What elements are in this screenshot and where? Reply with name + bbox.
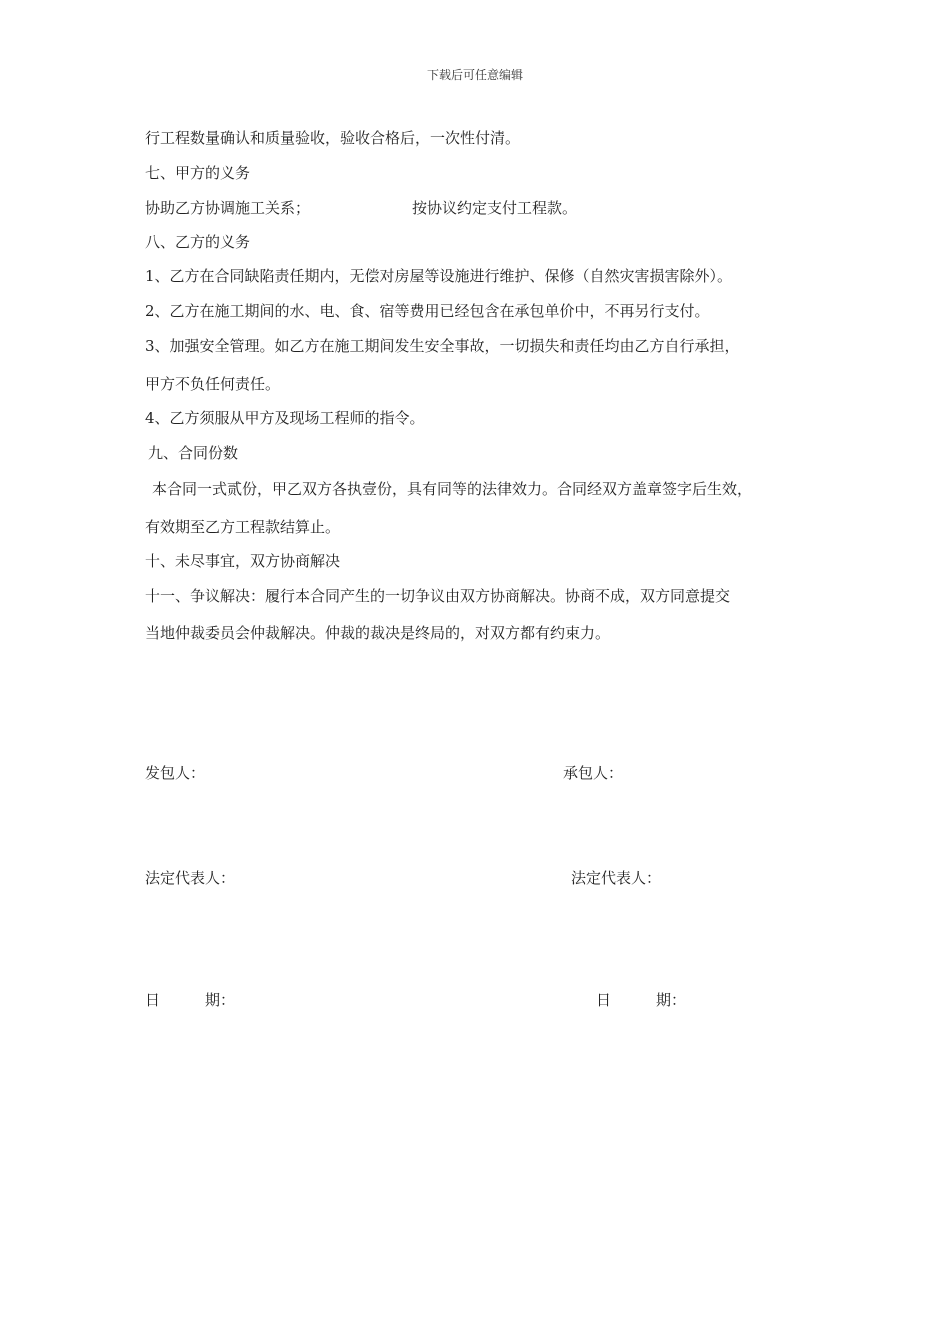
section-8-item-4: 4、乙方须服从甲方及现场工程师的指令。 xyxy=(145,409,425,427)
page-header: 下载后可任意编辑 xyxy=(426,68,523,82)
date-b-label-char-1: 日 xyxy=(596,991,612,1009)
date-a-label-char-1: 日 xyxy=(145,991,161,1009)
representative-b-label: 法定代表人： xyxy=(571,869,662,887)
section-7-item-payment: 按协议约定支付工程款。 xyxy=(412,199,578,217)
section-9-text-line-1: 本合同一式贰份，甲乙双方各执壹份，具有同等的法律效力。合同经双方盖章签字后生效， xyxy=(152,480,753,498)
section-8-title: 八、乙方的义务 xyxy=(145,233,251,251)
party-b-label: 承包人： xyxy=(563,764,624,782)
section-9-title: 九、合同份数 xyxy=(148,444,239,462)
section-8-item-1: 1、乙方在合同缺陷责任期内，无偿对房屋等设施进行维护、保修（自然灾害损害除外）。 xyxy=(145,267,733,285)
section-8-item-3-line-2: 甲方不负任何责任。 xyxy=(145,375,281,393)
date-a-label-char-2: 期： xyxy=(205,991,236,1009)
section-7-title: 七、甲方的义务 xyxy=(145,164,251,182)
section-9-text-line-2: 有效期至乙方工程款结算止。 xyxy=(145,518,341,536)
party-a-label: 发包人： xyxy=(145,764,206,782)
date-b-label-char-2: 期： xyxy=(656,991,687,1009)
section-11-line-2: 当地仲裁委员会仲裁解决。仲裁的裁决是终局的，对双方都有约束力。 xyxy=(145,624,611,642)
section-11-line-1: 十一、争议解决：履行本合同产生的一切争议由双方协商解决。协商不成，双方同意提交 xyxy=(145,587,731,605)
section-7-item-coordinate: 协助乙方协调施工关系； xyxy=(145,199,311,217)
section-8-item-2: 2、乙方在施工期间的水、电、食、宿等费用已经包含在承包单价中，不再另行支付。 xyxy=(145,302,710,320)
representative-a-label: 法定代表人： xyxy=(145,869,236,887)
section-10-title: 十、未尽事宜，双方协商解决 xyxy=(145,552,341,570)
section-8-item-3-line-1: 3、加强安全管理。如乙方在施工期间发生安全事故，一切损失和责任均由乙方自行承担， xyxy=(145,337,740,355)
payment-terms-continuation: 行工程数量确认和质量验收，验收合格后，一次性付清。 xyxy=(145,129,521,147)
